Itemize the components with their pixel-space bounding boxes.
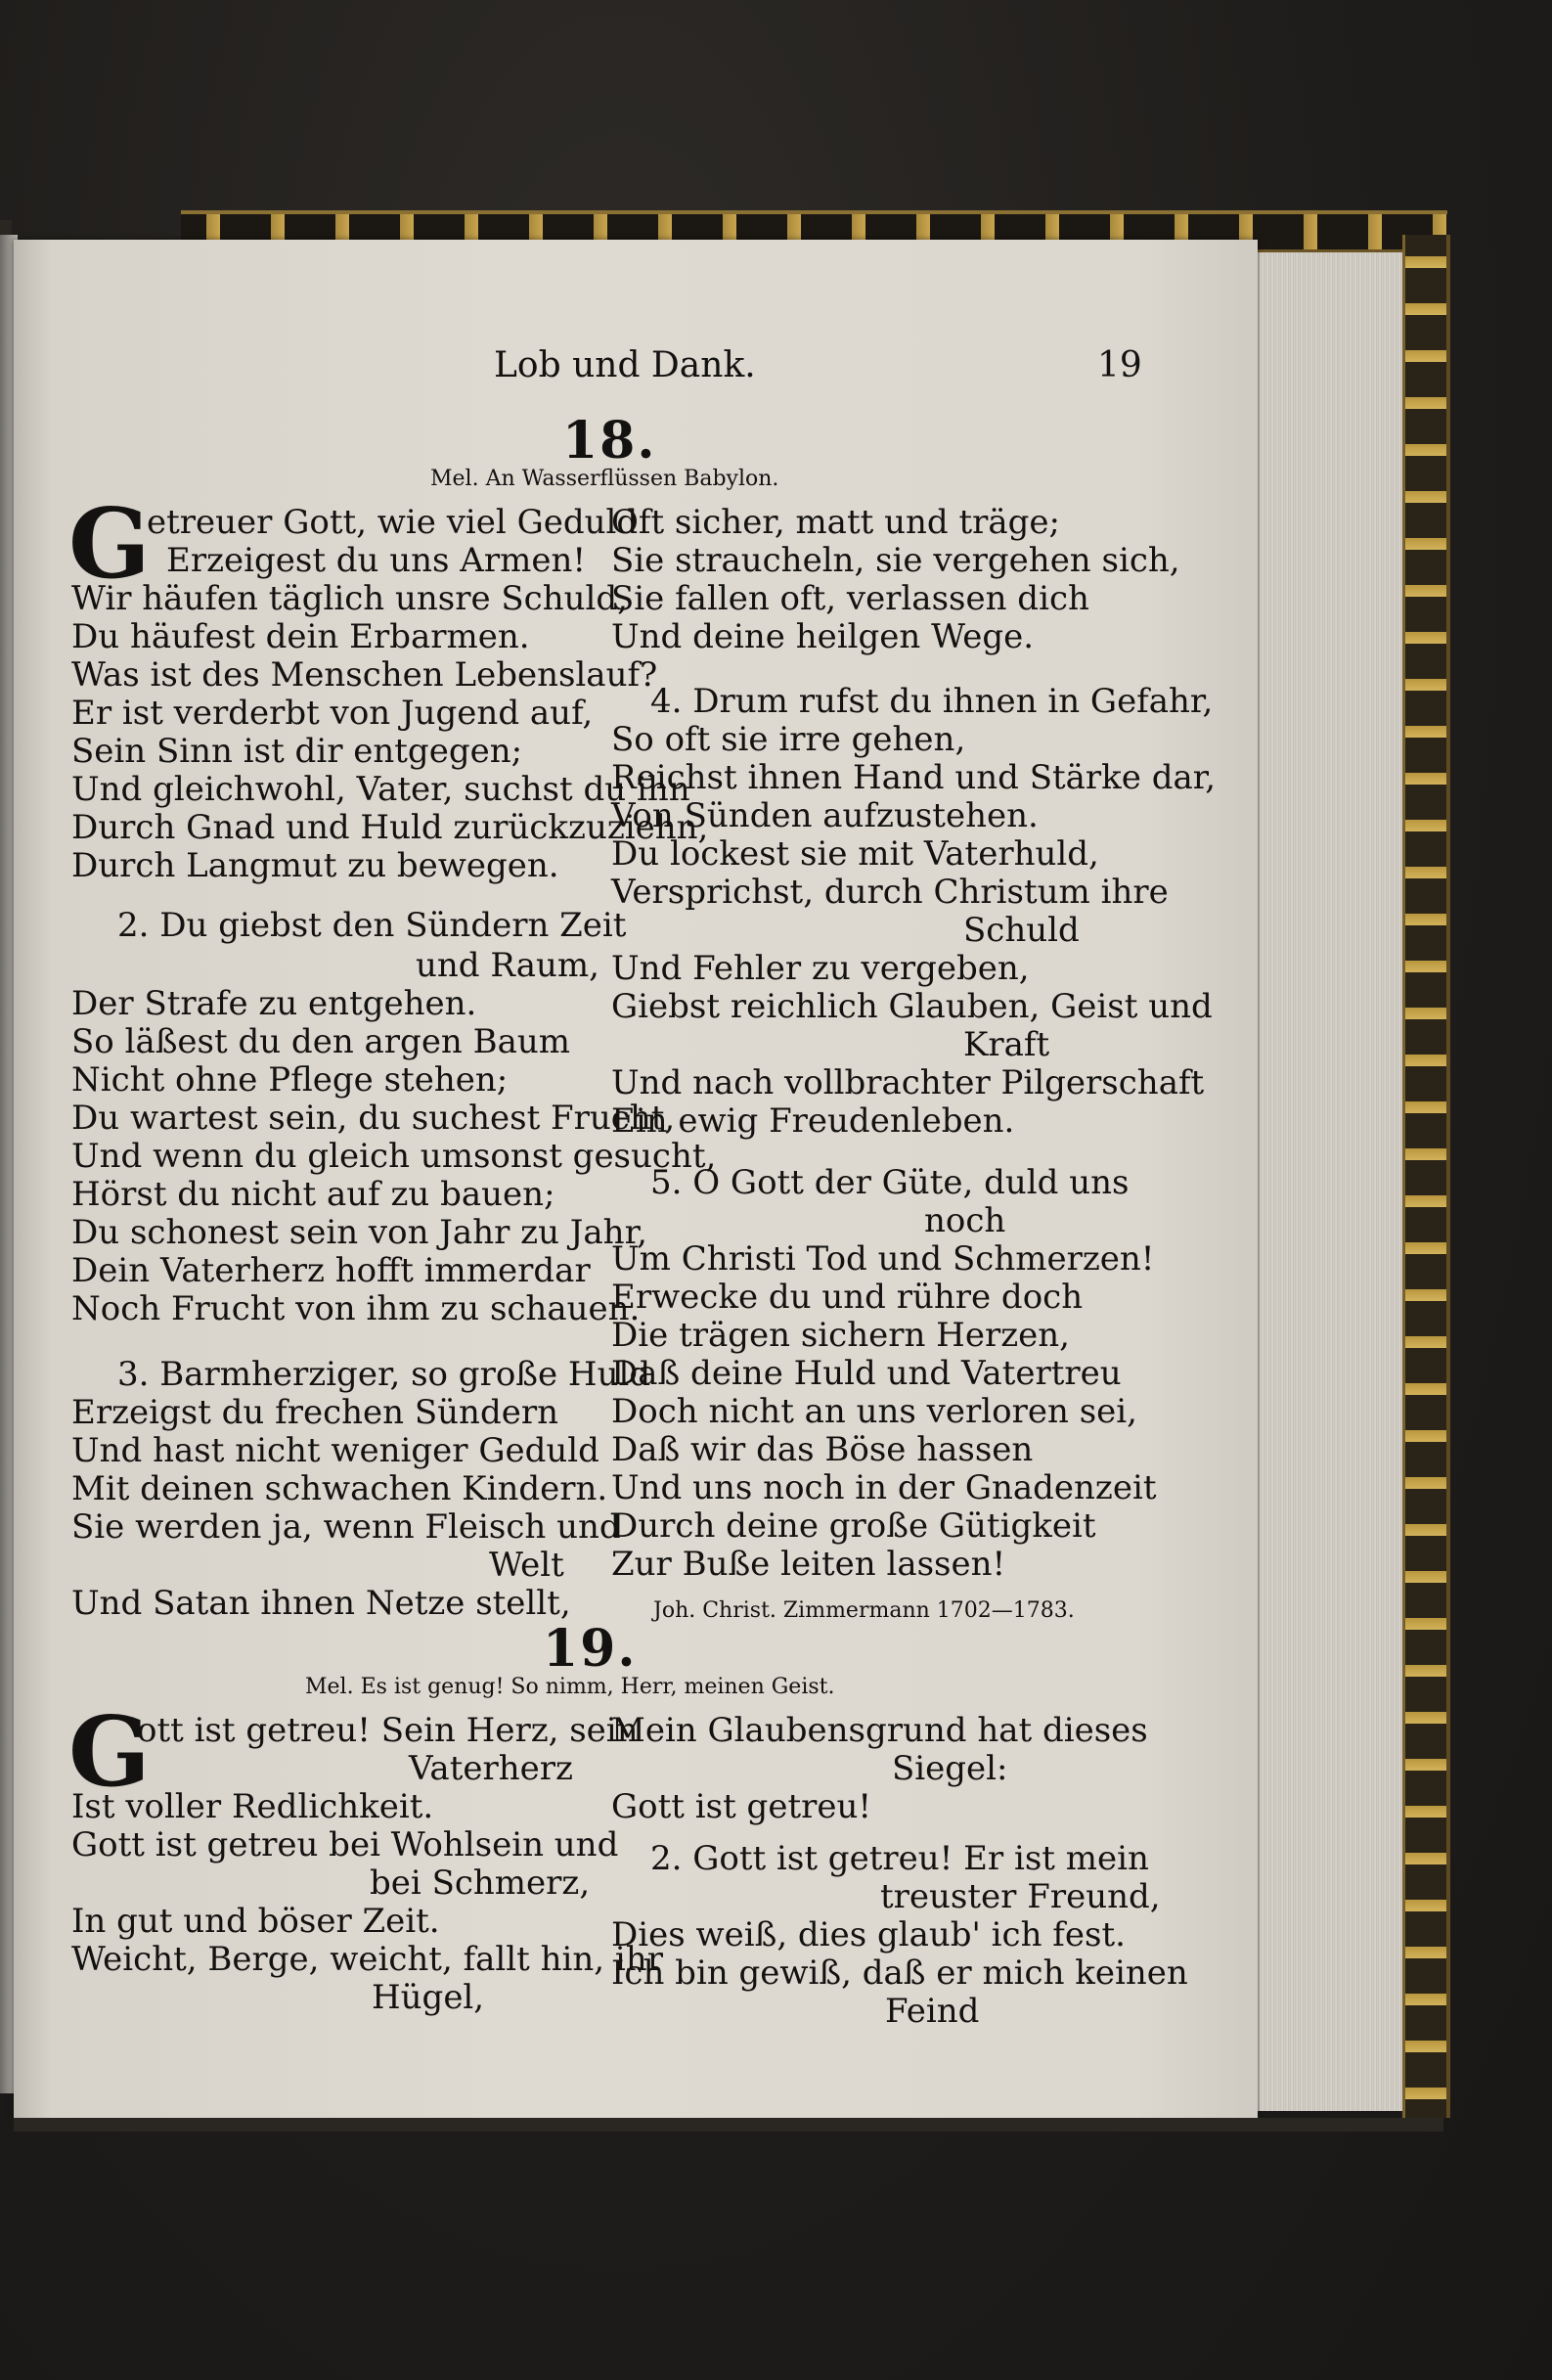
verse-line: Erzeigest du uns Armen! [166, 541, 587, 580]
verse-line: Der Strafe zu entgehen. [71, 984, 477, 1023]
verse-line: bei Schmerz, [370, 1864, 591, 1903]
verse-line: Was ist des Menschen Lebenslauf? [71, 655, 658, 695]
verse-line: Durch Langmut zu bewegen. [71, 846, 559, 885]
verse-line: Du wartest sein, du suchest Frucht, [71, 1099, 676, 1138]
verse-line: Um Christi Tod und Schmerzen! [611, 1239, 1155, 1279]
verse-line: Wir häufen täglich unsre Schuld, [71, 579, 628, 618]
verse-line: Oft sicher, matt und träge; [611, 503, 1060, 542]
verse-line: In gut und böser Zeit. [71, 1902, 440, 1941]
verse-line: Reichst ihnen Hand und Stärke dar, [611, 758, 1217, 797]
verse-line: Feind [885, 1992, 980, 2031]
verse-line: Hörst du nicht auf zu bauen; [71, 1175, 555, 1214]
verse-line: Und nach vollbrachter Pilgerschaft [611, 1063, 1205, 1102]
verse-line: Vaterherz [409, 1749, 573, 1788]
verse-line: Er ist verderbt von Jugend auf, [71, 694, 594, 733]
verse-line: Und hast nicht weniger Geduld [71, 1431, 599, 1470]
verse-line: Doch nicht an uns verloren sei, [611, 1392, 1137, 1431]
verse-line: Daß wir das Böse hassen [611, 1430, 1034, 1469]
page-number: 19 [1097, 345, 1142, 385]
book-cover-bottom-edge [14, 2118, 1443, 2132]
verse-line: und Raum, [416, 946, 599, 985]
verse-line: Nicht ohne Pflege stehen; [71, 1060, 509, 1100]
verse-line: 2. Gott ist getreu! Er ist mein [650, 1839, 1149, 1878]
hymn-number: 19. [543, 1619, 638, 1679]
verse-line: Sie werden ja, wenn Fleisch und [71, 1507, 621, 1547]
verse-line: 5. O Gott der Güte, duld uns [650, 1163, 1130, 1202]
melody-line: Mel. An Wasserflüssen Babylon. [430, 467, 779, 491]
verse-line: Die trägen sichern Herzen, [611, 1316, 1070, 1355]
verse-line: 4. Drum rufst du ihnen in Gefahr, [650, 682, 1214, 721]
verse-line: noch [924, 1201, 1006, 1240]
verse-line: 3. Barmherziger, so große Huld [117, 1355, 651, 1394]
hymn-attribution: Joh. Christ. Zimmermann 1702—1783. [653, 1598, 1075, 1623]
verse-line: Von Sünden aufzustehen. [611, 796, 1039, 835]
verse-line: ott ist getreu! Sein Herz, sein [137, 1711, 639, 1750]
verse-line: Dies weiß, dies glaub' ich fest. [611, 1915, 1126, 1954]
verse-line: Und Fehler zu vergeben, [611, 949, 1030, 988]
verse-line: Und uns noch in der Gnadenzeit [611, 1468, 1157, 1507]
verse-line: Gott ist getreu bei Wohlsein und [71, 1825, 619, 1864]
running-header: Lob und Dank. [494, 345, 756, 385]
verse-line: Siegel: [892, 1749, 1008, 1788]
verse-line: Und Satan ihnen Netze stellt, [71, 1584, 571, 1623]
verse-line: Und gleichwohl, Vater, suchst du ihn [71, 770, 690, 809]
verse-line: Und deine heilgen Wege. [611, 617, 1035, 656]
drop-capital: G [68, 1696, 151, 1809]
verse-line: Erzeigst du frechen Sündern [71, 1393, 558, 1432]
page-stack-edges [1258, 252, 1404, 2111]
verse-line: Schuld [963, 911, 1080, 950]
verse-line: Ist voller Redlichkeit. [71, 1787, 434, 1826]
verse-line: Noch Frucht von ihm zu schauen. [71, 1289, 641, 1328]
verse-line: Durch Gnad und Huld zurückzuziehn, [71, 808, 709, 847]
melody-line: Mel. Es ist genug! So nimm, Herr, meinen Geist. [305, 1675, 835, 1699]
verse-line: Welt [489, 1546, 564, 1585]
gilded-spine-border [1402, 235, 1450, 2118]
hymn-number: 18. [562, 411, 657, 471]
verse-line: So läßest du den argen Baum [71, 1022, 571, 1061]
verse-line: Und wenn du gleich umsonst gesucht, [71, 1137, 717, 1176]
verse-line: Giebst reichlich Glauben, Geist und [611, 987, 1213, 1026]
verse-line: Mein Glaubensgrund hat dieses [611, 1711, 1148, 1750]
verse-line: Weicht, Berge, weicht, fallt hin, ihr [71, 1940, 663, 1979]
verse-line: Sie straucheln, sie vergehen sich, [611, 541, 1180, 580]
verse-line: Mit deinen schwachen Kindern. [71, 1469, 608, 1508]
verse-line: Kraft [963, 1025, 1050, 1064]
verse-line: treuster Freund, [880, 1877, 1161, 1916]
verse-line: etreuer Gott, wie viel Geduld [147, 503, 639, 542]
verse-line: Gott ist getreu! [611, 1787, 872, 1826]
verse-line: Dein Vaterherz hofft immerdar [71, 1251, 591, 1290]
verse-line: Versprichst, durch Christum ihre [611, 873, 1169, 912]
verse-line: Erwecke du und rühre doch [611, 1278, 1084, 1317]
verse-line: 2. Du giebst den Sündern Zeit [117, 906, 627, 945]
verse-line: Zur Buße leiten lassen! [611, 1545, 1006, 1584]
verse-line: Du häufest dein Erbarmen. [71, 617, 530, 656]
verse-line: Durch deine große Gütigkeit [611, 1506, 1096, 1546]
verse-line: So oft sie irre gehen, [611, 720, 966, 759]
verse-line: Ein ewig Freudenleben. [611, 1101, 1015, 1141]
verse-line: Sein Sinn ist dir entgegen; [71, 732, 523, 771]
verse-line: Du lockest sie mit Vaterhuld, [611, 834, 1099, 874]
drop-capital: G [68, 488, 151, 601]
verse-line: Hügel, [372, 1978, 485, 2017]
verse-line: Ich bin gewiß, daß er mich keinen [611, 1953, 1188, 1993]
verse-line: Sie fallen oft, verlassen dich [611, 579, 1089, 618]
verse-line: Du schonest sein von Jahr zu Jahr, [71, 1213, 647, 1252]
verse-line: Daß deine Huld und Vatertreu [611, 1354, 1122, 1393]
